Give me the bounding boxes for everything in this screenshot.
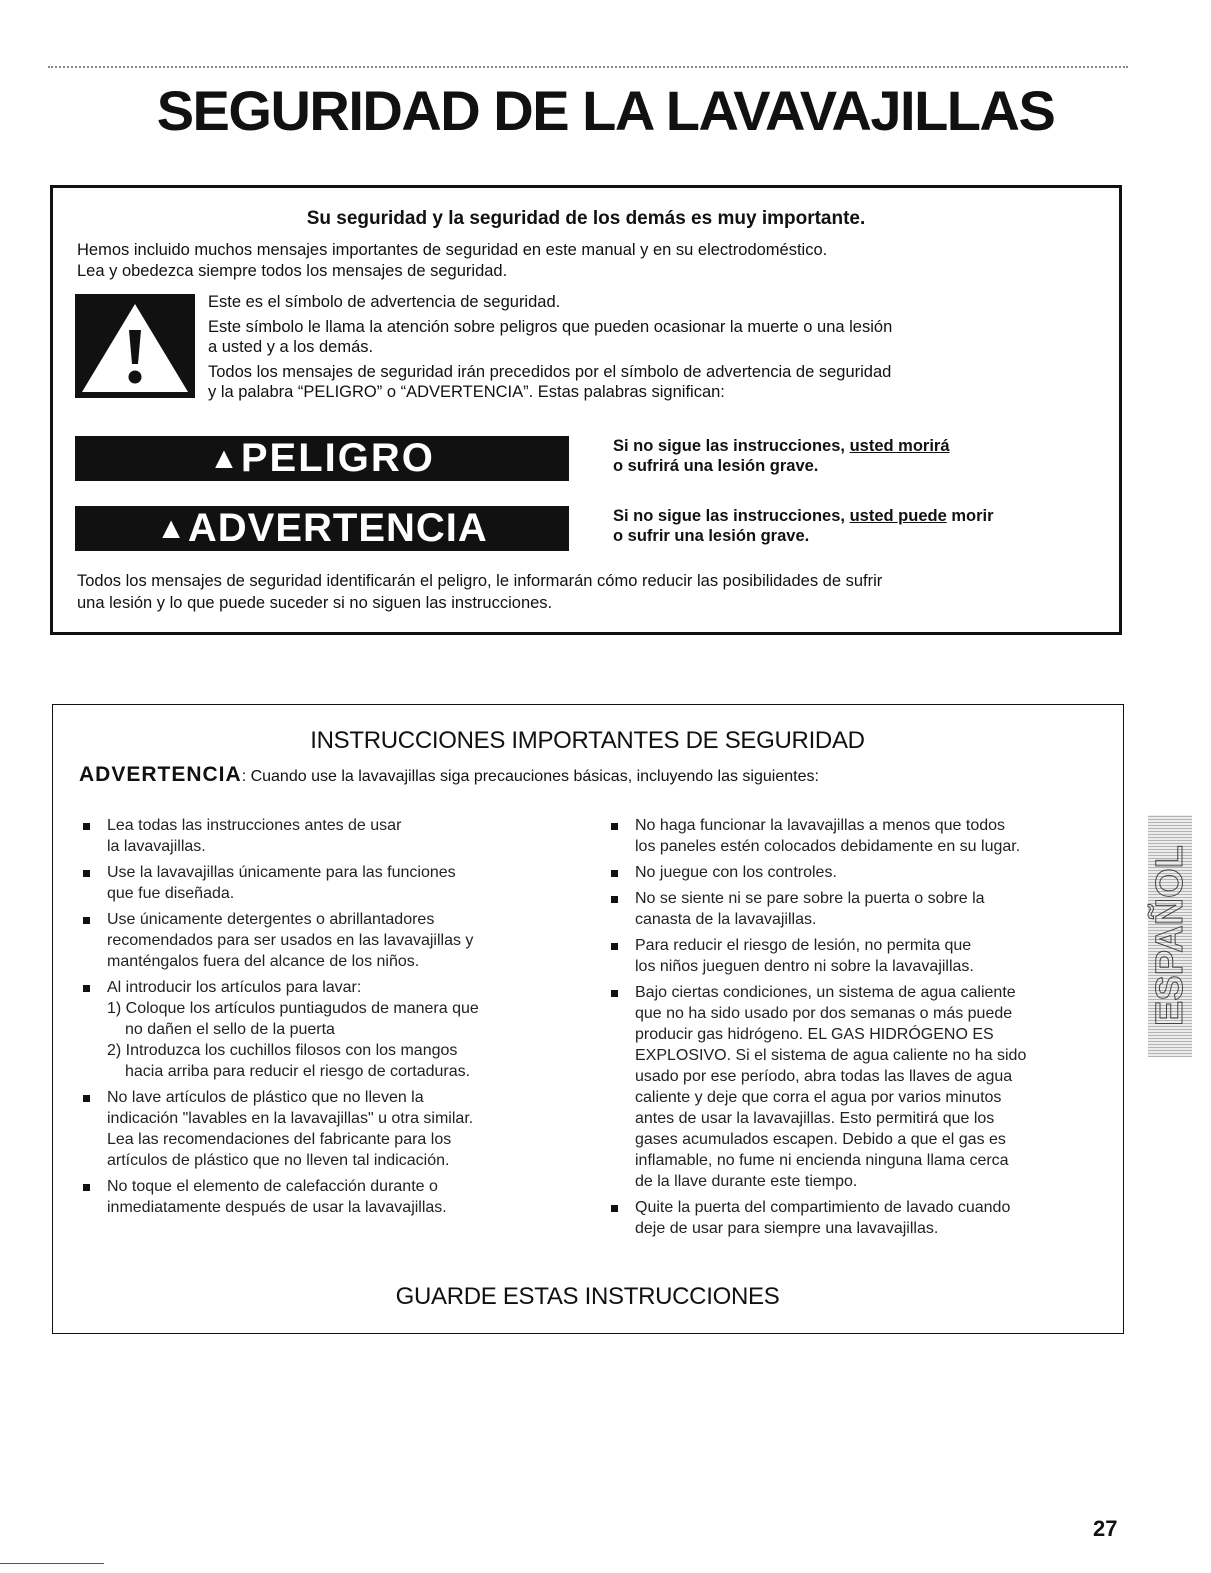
instruction-line: de la llave durante este tiempo. [635,1173,858,1190]
instruction-line: deje de usar para siempre una lavavajillas. [635,1220,939,1237]
bullet-icon [611,990,618,997]
bullet-icon [83,985,90,992]
language-side-tab-label: ESPAÑOL [1149,845,1191,1027]
instruction-line: No haga funcionar la lavavajillas a menos que todos [635,817,1006,834]
instructions-left-column [81,815,581,1223]
instruction-line: recomendados para ser usados en las lavavajillas y [107,932,474,949]
warning-triangle-icon: ▲ [209,442,239,475]
advertencia-def-text: Si no sigue las instrucciones, [613,507,850,525]
peligro-def-line2: o sufrirá una lesión grave. [613,457,819,475]
instruction-line: Use únicamente detergentes o abrillantadores [107,911,435,928]
instructions-right-column [609,815,1119,1244]
symbol-text-line: Este símbolo le llama la atención sobre peligros que pueden ocasionar la muerte o una lesión [208,317,893,336]
advertencia-def-underlined: usted puede [849,507,947,525]
safety-box-heading: Su seguridad y la seguridad de los demás es muy importante. [306,208,866,229]
instruction-line: Use la lavavajillas únicamente para las funciones [107,864,456,881]
instruction-line: No toque el elemento de calefacción durante o [107,1178,438,1195]
loading-step-line: 1) Coloque los artículos puntiagudos de manera que [107,1000,479,1017]
bullet-icon [83,1095,90,1102]
symbol-text-line: y la palabra “PELIGRO” o “ADVERTENCIA”. Estas palabras significan: [208,383,725,401]
instruction-line: manténgalos fuera del alcance de los niños. [107,953,420,970]
instruction-line: No lave artículos de plástico que no lleven la [107,1089,424,1106]
footer-line: Todos los mensajes de seguridad identificarán el peligro, le informarán cómo reducir las posibilidades de sufrir [77,572,883,590]
instruction-line: gases acumulados escapen. Debido a que el gas es [635,1131,1006,1148]
instruction-item [81,862,581,904]
bottom-rule [0,1563,104,1564]
bullet-icon [611,896,618,903]
page-number: 27 [1093,1516,1118,1541]
instruction-line: Lea las recomendaciones del fabricante para los [107,1131,452,1148]
safety-symbol-explanation [208,292,892,403]
instruction-line: indicación "lavables en la lavavajillas" u otra similar. [107,1110,474,1127]
instruction-line: los paneles estén colocados debidamente en su lugar. [635,838,1021,855]
page-title: SEGURIDAD DE LA LAVAVAJILLAS [156,79,1055,142]
peligro-def-underlined: usted morirá [849,437,950,455]
peligro-signal-word [75,436,569,481]
warning-text: : Cuando use la lavavajillas siga precauciones básicas, incluyendo las siguientes: [241,768,819,785]
advertencia-def-line2: o sufrir una lesión grave. [613,527,810,545]
bullet-icon [83,917,90,924]
advertencia-def-text-end: morir [946,507,994,525]
instruction-item [609,862,1119,883]
loading-step-line: hacia arriba para reducir el riesgo de cortaduras. [125,1063,471,1080]
top-dotted-rule [48,66,1128,68]
safety-box-intro [77,240,827,282]
instruction-item [81,1176,581,1218]
instruction-line: Al introducir los artículos para lavar: [107,979,362,996]
symbol-text-line: a usted y a los demás. [208,338,374,356]
instructions-warning [79,763,819,787]
instruction-line: inflamable, no fume ni encienda ninguna llama cerca [635,1152,1009,1169]
instruction-line: Para reducir el riesgo de lesión, no permita que [635,937,972,954]
loading-step-line: 2) Introduzca los cuchillos filosos con los mangos [107,1042,458,1059]
instruction-line: canasta de la lavavajillas. [635,911,817,928]
instruction-item-loading [81,977,581,1082]
bullet-icon [611,823,618,830]
bullet-icon [83,870,90,877]
instruction-item [609,815,1119,857]
safety-instructions-box [52,704,1124,1334]
peligro-definition [613,436,950,476]
bullet-icon [83,823,90,830]
instruction-line: la lavavajillas. [107,838,206,855]
advertencia-signal-word [75,506,569,551]
intro-line: Lea y obedezca siempre todos los mensajes de seguridad. [77,262,508,280]
instruction-item [81,815,581,857]
instruction-item-hydrogen [609,982,1119,1192]
instruction-line: los niños jueguen dentro ni sobre la lavavajillas. [635,958,974,975]
instruction-line: que no ha sido usado por dos semanas o más puede [635,1005,1013,1022]
instruction-line: antes de usar la lavavajillas. Esto permitirá que los [635,1110,995,1127]
warning-label: ADVERTENCIA [79,763,242,786]
instruction-item [81,1087,581,1171]
bullet-icon [611,1205,618,1212]
instruction-line: Bajo ciertas condiciones, un sistema de agua caliente [635,984,1016,1001]
bullet-icon [611,870,618,877]
instruction-item [609,935,1119,977]
safety-message-box [50,185,1122,635]
peligro-label: PELIGRO [240,436,435,480]
intro-line: Hemos incluido muchos mensajes importantes de seguridad en este manual y en su electrodoméstico. [77,241,828,259]
warning-triangle-icon: ▲ [156,512,186,545]
instruction-line: No se siente ni se pare sobre la puerta o sobre la [635,890,985,907]
instruction-line: inmediatamente después de usar la lavavajillas. [107,1199,447,1216]
symbol-text-line: Este es el símbolo de advertencia de seguridad. [208,293,561,311]
safety-alert-symbol-icon [75,294,195,398]
instruction-item [609,1197,1119,1239]
loading-step-line: no dañen el sello de la puerta [125,1021,335,1038]
instruction-line: EXPLOSIVO. Si el sistema de agua caliente no ha sido [635,1047,1027,1064]
instruction-line: caliente y deje que corra el agua por varios minutos [635,1089,1002,1106]
instructions-heading: INSTRUCCIONES IMPORTANTES DE SEGURIDAD [310,727,865,754]
advertencia-label: ADVERTENCIA [187,506,488,550]
instruction-item [81,909,581,972]
instruction-item [609,888,1119,930]
instruction-line: artículos de plástico que no lleven tal indicación. [107,1152,450,1169]
instruction-line: Lea todas las instrucciones antes de usar [107,817,402,834]
safety-box-footer [77,570,882,614]
footer-line: una lesión y lo que puede suceder si no siguen las instrucciones. [77,594,553,612]
instruction-line: Quite la puerta del compartimiento de lavado cuando [635,1199,1011,1216]
instruction-line: No juegue con los controles. [635,864,837,881]
peligro-def-text: Si no sigue las instrucciones, [613,437,850,455]
bullet-icon [83,1184,90,1191]
advertencia-definition [613,506,994,546]
save-instructions-footer: GUARDE ESTAS INSTRUCCIONES [395,1283,780,1310]
bullet-icon [611,943,618,950]
instruction-line: que fue diseñada. [107,885,235,902]
instruction-line: producir gas hidrógeno. EL GAS HIDRÓGENO ES [635,1026,994,1043]
symbol-text-line: Todos los mensajes de seguridad irán precedidos por el símbolo de advertencia de seguridad [208,362,892,381]
instruction-line: usado por ese período, abra todas las llaves de agua [635,1068,1013,1085]
